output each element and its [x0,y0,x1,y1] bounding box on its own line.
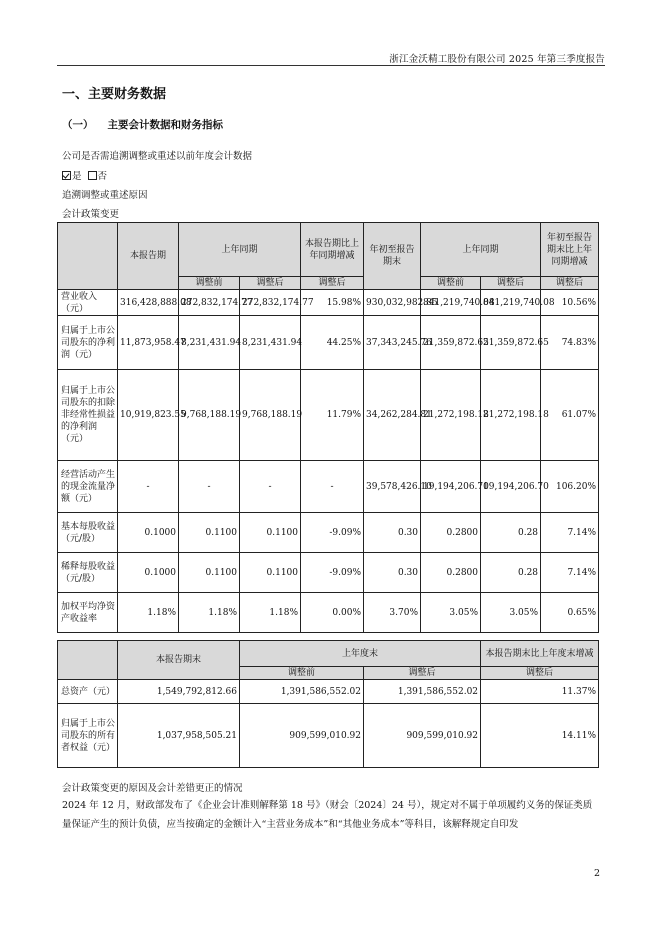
cell-ytd-after: 21,272,198.18 [481,370,541,461]
cell-current: 0.1000 [118,553,179,593]
cell-current-end: 1,037,958,505.21 [118,704,240,768]
cell-current: 316,428,888.08 [118,290,179,316]
cell-prior-after: 0.1100 [240,513,301,553]
sub-header-change-after: 调整后 [481,667,599,680]
unchecked-box-icon [88,171,97,180]
cell-before: 1,391,586,552.02 [240,680,364,704]
cell-ytd-before: 0.2800 [421,513,481,553]
row-label: 经营活动产生的现金流量净额（元） [58,461,118,513]
cell-change: 11.79% [301,370,364,461]
table-corner-cell [58,223,118,290]
cell-prior-after: 1.18% [240,593,301,633]
header-divider [57,65,605,66]
sub-header-before: 调整前 [240,667,364,680]
cell-prior-after: - [240,461,301,513]
cell-ytd-after: 0.28 [481,513,541,553]
cell-prior-before: 272,832,174.77 [179,290,240,316]
row-label: 归属于上市公司股东的净利润（元） [58,316,118,370]
cell-prior-before: 0.1100 [179,513,240,553]
cell-change: 14.11% [481,704,599,768]
table-row [58,553,599,593]
subsection-title [62,117,223,132]
cell-ytd: 0.30 [364,513,421,553]
cell-current: 11,873,958.47 [118,316,179,370]
cell-ytd-before: 3.05% [421,593,481,633]
restatement-reason-value: 会计政策变更 [62,209,120,220]
cell-ytd: 0.30 [364,553,421,593]
cell-current: 0.1000 [118,513,179,553]
cell-current: - [118,461,179,513]
cell-change: - [301,461,364,513]
sub-header-ytd-after: 调整后 [481,277,541,290]
cell-after: 909,599,010.92 [364,704,481,768]
report-header-title: 浙江金沃精工股份有限公司 2025 年第三季度报告 [389,54,605,65]
policy-change-note-body: 2024 年 12 月，财政部发布了《企业会计准则解释第 18 号》（财会〔2024〕24 号），规定对不属于单项履约义务的保证类质量保证产生的预计负债，应当按确定的金额计入“主营业务成本”和“其他业务成本”等科目，该解释规定自印发 [62,800,593,830]
cell-change: 15.98% [301,290,364,316]
col-header-change: 本报告期比上年同期增减 [301,223,364,277]
cell-ytd-before: 841,219,740.08 [421,290,481,316]
table-row [58,461,599,513]
sub-header-ytd-before: 调整前 [421,277,481,290]
cell-ytd-change: 61.07% [541,370,599,461]
col-header-prior-period: 上年同期 [179,223,301,277]
cell-prior-after: 272,832,174.77 [240,290,301,316]
subsection-number: （一） [62,119,94,131]
page-number: 2 [593,868,600,879]
cell-ytd-after: 19,194,206.70 [481,461,541,513]
cell-after: 1,391,586,552.02 [364,680,481,704]
table-corner-cell [58,641,118,680]
sub-header-after: 调整后 [364,667,481,680]
cell-current-end: 1,549,792,812.66 [118,680,240,704]
table-row [58,290,599,316]
row-label: 总资产（元） [58,680,118,704]
restatement-question: 公司是否需追溯调整或重述以前年度会计数据 [62,151,253,162]
cell-prior-before: 9,768,188.19 [179,370,240,461]
cell-before: 909,599,010.92 [240,704,364,768]
row-label: 归属于上市公司股东的所有者权益（元） [58,704,118,768]
cell-ytd: 39,578,426.10 [364,461,421,513]
cell-ytd-change: 7.14% [541,513,599,553]
cell-prior-before: 8,231,431.94 [179,316,240,370]
row-label: 加权平均净资产收益率 [58,593,118,633]
col-header-current-end: 本报告期末 [118,641,240,680]
answer-no-label: 否 [97,171,108,182]
cell-ytd: 34,262,284.81 [364,370,421,461]
col-header-prior-year-end: 上年度末 [240,641,481,667]
cell-ytd-after: 0.28 [481,553,541,593]
cell-prior-after: 0.1100 [240,553,301,593]
cell-change: -9.09% [301,513,364,553]
policy-change-note-title: 会计政策变更的原因及会计差错更正的情况 [62,783,243,794]
subsection-label: 主要会计数据和财务指标 [107,119,223,131]
checked-box-icon [62,171,71,180]
col-header-ytd-change: 年初至报告期末比上年同期增减 [541,223,599,277]
table-row [58,370,599,461]
table-row [58,680,599,704]
table-row [58,593,599,633]
row-label: 归属于上市公司股东的扣除非经常性损益的净利润（元） [58,370,118,461]
cell-ytd-before: 21,272,198.18 [421,370,481,461]
cell-prior-after: 8,231,431.94 [240,316,301,370]
col-header-ytd: 年初至报告期末 [364,223,421,290]
cell-ytd-change: 74.83% [541,316,599,370]
cell-ytd-after: 3.05% [481,593,541,633]
cell-prior-before: 1.18% [179,593,240,633]
cell-current: 10,919,823.55 [118,370,179,461]
cell-ytd-after: 21,359,872.65 [481,316,541,370]
cell-ytd: 930,032,982.85 [364,290,421,316]
row-label: 基本每股收益（元/股） [58,513,118,553]
restatement-answer [62,168,107,182]
balance-data-table [57,640,599,768]
table-row [58,513,599,553]
row-label: 营业收入（元） [58,290,118,316]
answer-yes-label: 是 [72,171,82,182]
cell-ytd: 3.70% [364,593,421,633]
cell-ytd-after: 841,219,740.08 [481,290,541,316]
financial-data-table [57,222,599,633]
cell-change: 44.25% [301,316,364,370]
restatement-reason-label: 追溯调整或重述原因 [62,190,148,201]
cell-prior-before: - [179,461,240,513]
col-header-prior-ytd: 上年同期 [421,223,541,277]
col-header-current: 本报告期 [118,223,179,290]
col-header-end-change: 本报告期末比上年度末增减 [481,641,599,667]
cell-change: 0.00% [301,593,364,633]
cell-change: -9.09% [301,553,364,593]
table-row [58,704,599,768]
cell-ytd: 37,343,245.76 [364,316,421,370]
cell-change: 11.37% [481,680,599,704]
cell-ytd-change: 0.65% [541,593,599,633]
cell-prior-before: 0.1100 [179,553,240,593]
cell-ytd-before: 19,194,206.70 [421,461,481,513]
sub-header-before: 调整前 [179,277,240,290]
cell-ytd-before: 0.2800 [421,553,481,593]
section-title: 一、主要财务数据 [62,87,167,102]
sub-header-after: 调整后 [240,277,301,290]
sub-header-ytd-change-after: 调整后 [541,277,599,290]
cell-prior-after: 9,768,188.19 [240,370,301,461]
cell-current: 1.18% [118,593,179,633]
sub-header-change-after: 调整后 [301,277,364,290]
row-label: 稀释每股收益（元/股） [58,553,118,593]
table-row [58,316,599,370]
cell-ytd-change: 106.20% [541,461,599,513]
cell-ytd-before: 21,359,872.65 [421,316,481,370]
cell-ytd-change: 10.56% [541,290,599,316]
cell-ytd-change: 7.14% [541,553,599,593]
